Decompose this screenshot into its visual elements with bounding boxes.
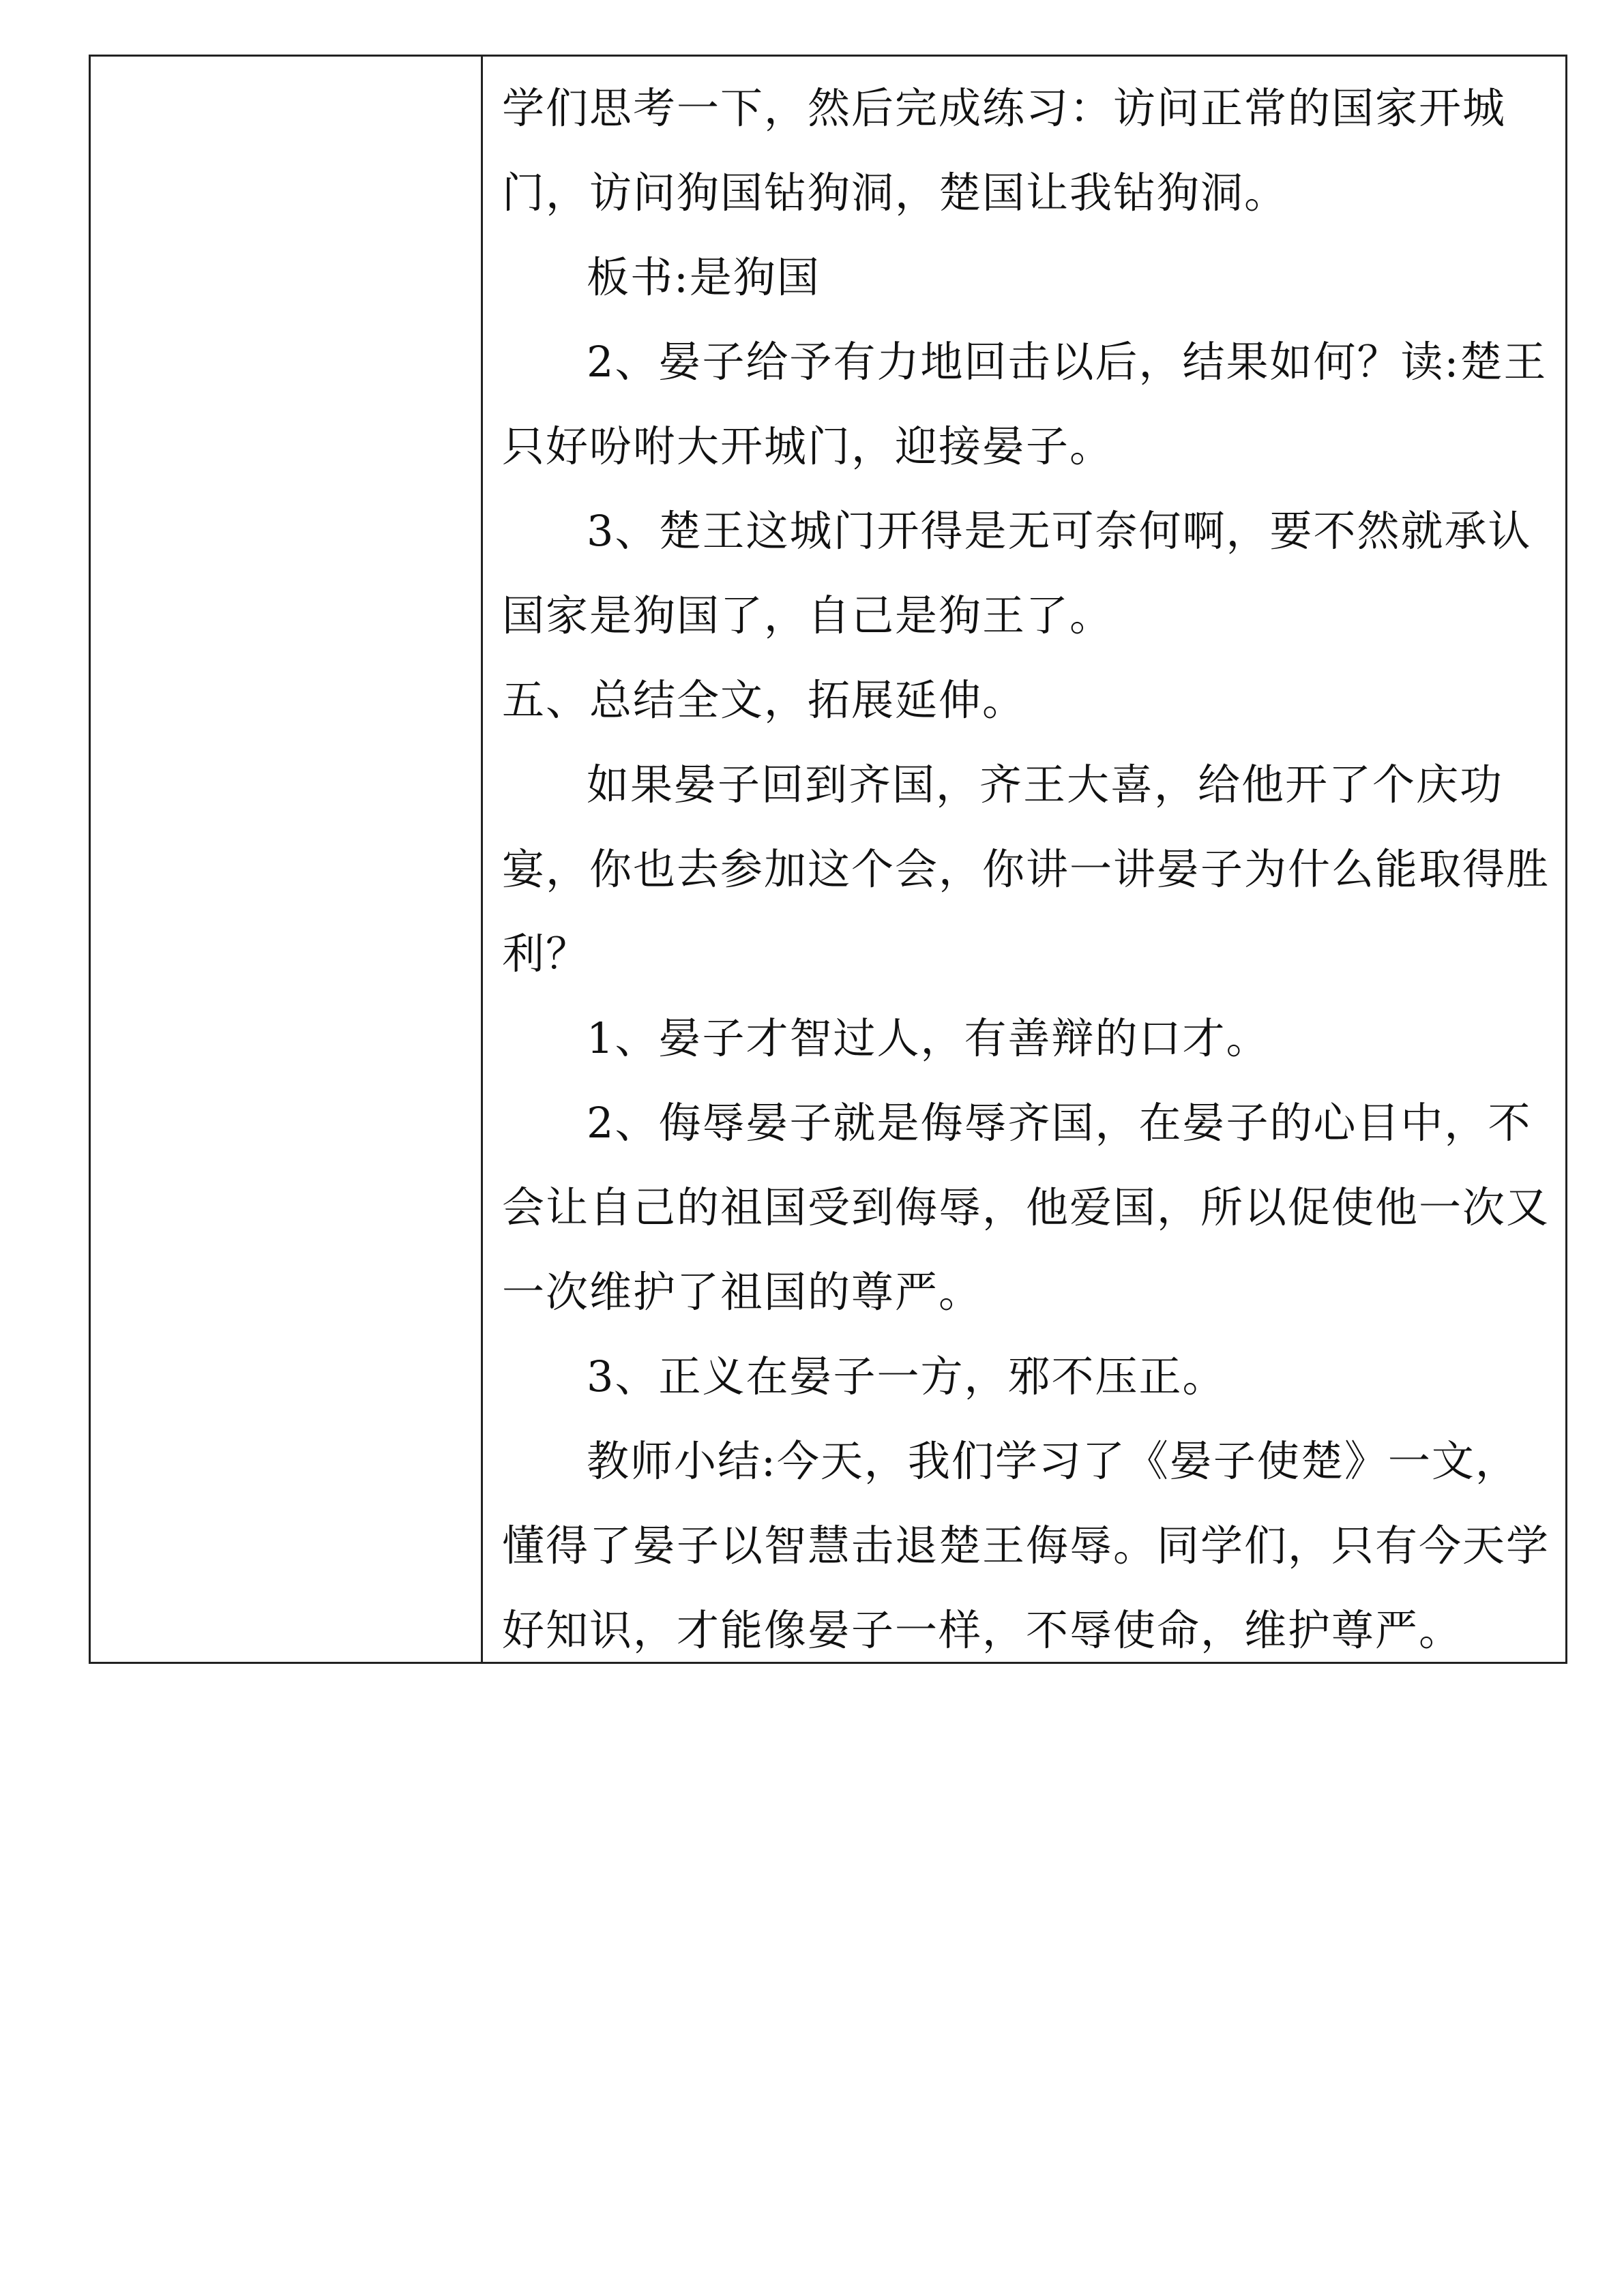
table-right-cell [483,57,1565,1662]
text-line: 板书:是狗国 [587,252,821,302]
text-line: 如果晏子回到齐国，齐王大喜，给他开了个庆功 [587,760,1504,809]
text-line: 好知识，才能像晏子一样，不辱使命，维护尊严。 [502,1605,1463,1655]
text-line: 国家是狗国了，自己是狗王了。 [502,591,1114,640]
text-line: 会让自己的祖国受到侮辱，他爱国，所以促使他一次又 [502,1182,1550,1232]
text-line: 门，访问狗国钻狗洞，楚国让我钻狗洞。 [502,168,1288,218]
text-line: 教师小结:今天，我们学习了《晏子使楚》一文， [587,1436,1519,1486]
text-line: 2、晏子给予有力地回击以后，结果如何？读:楚王 [587,337,1548,387]
table-left-cell [91,57,483,1662]
text-line: 一次维护了祖国的尊严。 [502,1267,983,1317]
text-line: 懂得了晏子以智慧击退楚王侮辱。同学们，只有今天学 [502,1521,1550,1570]
text-line: 宴，你也去参加这个会，你讲一讲晏子为什么能取得胜 [502,844,1550,894]
text-line: 利？ [502,929,590,979]
lesson-plan-table [89,55,1567,1664]
text-line: 2、侮辱晏子就是侮辱齐国，在晏子的心目中，不 [587,1098,1532,1148]
section-heading: 五、总结全文，拓展延伸。 [502,675,1027,725]
text-line: 只好吩咐大开城门，迎接晏子。 [502,421,1114,471]
text-line: 3、楚王这城门开得是无可奈何啊，要不然就承认 [587,506,1532,556]
text-line: 学们思考一下，然后完成练习：访问正常的国家开城 [502,83,1507,133]
text-line: 1、晏子才智过人，有善辩的口才。 [587,1013,1270,1063]
text-line: 3、正义在晏子一方，邪不压正。 [587,1352,1226,1401]
